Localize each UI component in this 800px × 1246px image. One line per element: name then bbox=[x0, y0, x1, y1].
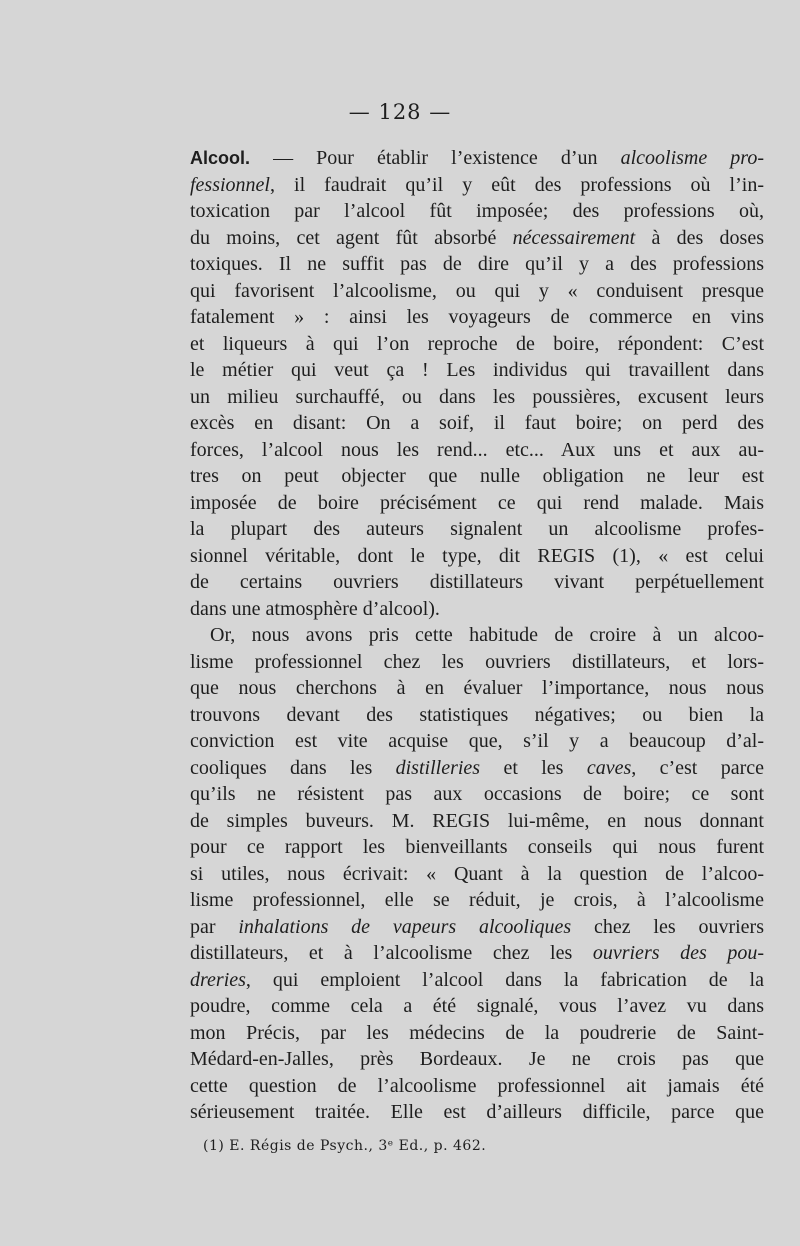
lead-word: Alcool. bbox=[190, 148, 251, 168]
text-span: distillateurs, et à l’alcoolisme chez les bbox=[190, 942, 593, 964]
text-line bbox=[190, 463, 764, 490]
text-span: sionnel véritable, dont le type, dit REGIS (1), « est celui bbox=[190, 544, 764, 567]
text-line bbox=[190, 304, 764, 331]
text-span: chez les ouvriers bbox=[571, 915, 764, 938]
text-line bbox=[190, 1020, 764, 1047]
text-span: si utiles, nous écrivait: « Quant à la question de l’alcoo- bbox=[190, 862, 764, 885]
text-span: Or, nous avons pris cette habitude de croire à un alcoo- bbox=[210, 624, 764, 646]
text-span: le métier qui veut ça ! Les individus qui travaillent dans bbox=[190, 359, 764, 381]
text-span: par bbox=[190, 915, 239, 938]
text-line bbox=[190, 781, 764, 808]
body-text bbox=[190, 145, 764, 1126]
text-span: et les bbox=[480, 756, 587, 779]
text-span: mon Précis, par les médecins de la poudrerie de Saint- bbox=[190, 1021, 764, 1044]
text-line bbox=[190, 198, 764, 225]
text-span: dreries bbox=[190, 968, 246, 991]
text-line bbox=[190, 437, 764, 464]
text-span: dans une atmosphère d’alcool). bbox=[190, 597, 440, 620]
text-span: qui favorisent l’alcoolisme, ou qui y « conduisent presque bbox=[190, 279, 764, 302]
text-line bbox=[190, 596, 764, 623]
text-line bbox=[190, 622, 764, 649]
text-line bbox=[190, 278, 764, 305]
text-span: — Pour établir l’existence d’un bbox=[250, 147, 621, 169]
text-span: , c’est parce bbox=[631, 756, 765, 779]
text-line bbox=[190, 1046, 764, 1073]
text-span: cooliques dans les bbox=[190, 756, 396, 779]
text-line bbox=[190, 702, 764, 729]
text-line bbox=[190, 728, 764, 755]
text-line bbox=[190, 967, 764, 994]
text-line bbox=[190, 410, 764, 437]
footnote: (1) E. Régis de Psych., 3ᵉ Ed., p. 462. bbox=[203, 1138, 487, 1154]
text-span: pour ce rapport les bienveillants conseils qui nous furent bbox=[190, 836, 764, 858]
text-line bbox=[190, 357, 764, 384]
text-line bbox=[190, 331, 764, 358]
text-span: du moins, cet agent fût absorbé bbox=[190, 226, 513, 249]
text-span: tres on peut objecter que nulle obligation ne leur est bbox=[190, 465, 764, 487]
text-span: à des doses bbox=[635, 226, 764, 249]
text-span: distilleries bbox=[395, 756, 481, 779]
text-span: que nous cherchons à en évaluer l’importance, nous nous bbox=[190, 677, 764, 699]
text-span: nécessairement bbox=[512, 226, 636, 249]
text-line bbox=[190, 384, 764, 411]
text-span: fatalement » : ainsi les voyageurs de commerce en vins bbox=[190, 306, 764, 328]
text-span: Médard-en-Jalles, près Bordeaux. Je ne crois pas que bbox=[190, 1048, 764, 1070]
text-span: forces, l’alcool nous les rend... etc... Aux uns et aux au- bbox=[190, 438, 764, 461]
text-span: conviction est vite acquise que, s’il y a beaucoup d’al- bbox=[190, 730, 764, 752]
text-span: qu’ils ne résistent pas aux occasions de boire; ce sont bbox=[190, 783, 764, 805]
text-span: alcoolisme pro- bbox=[620, 147, 764, 169]
text-line bbox=[190, 543, 764, 570]
text-span: sérieusement traitée. Elle est d’ailleurs difficile, parce que bbox=[190, 1101, 764, 1123]
text-span: lisme professionnel, elle se réduit, je crois, à l’alcoolisme bbox=[190, 889, 764, 911]
text-line bbox=[190, 569, 764, 596]
text-span: et liqueurs à qui l’on reproche de boire, répondent: C’est bbox=[190, 332, 764, 355]
text-span: , qui emploient l’alcool dans la fabrication de la bbox=[245, 968, 764, 991]
text-span: caves bbox=[586, 756, 632, 779]
text-line bbox=[190, 914, 764, 941]
text-span: de simples buveurs. M. REGIS lui-même, en nous donnant bbox=[190, 809, 764, 832]
text-span: imposée de boire précisément ce qui rend malade. Mais bbox=[190, 491, 764, 514]
text-span: ouvriers des pou- bbox=[592, 942, 764, 964]
text-span: trouvons devant des statistiques négatives; ou bien la bbox=[190, 703, 764, 726]
text-line bbox=[190, 861, 764, 888]
text-span: lisme professionnel chez les ouvriers distillateurs, et lors- bbox=[190, 650, 764, 673]
text-span: inhalations de vapeurs alcooliques bbox=[238, 915, 572, 938]
text-span: la plupart des auteurs signalent un alcoolisme profes- bbox=[190, 518, 764, 540]
text-line bbox=[190, 145, 764, 172]
text-span: de certains ouvriers distillateurs vivant perpétuellement bbox=[190, 571, 764, 593]
text-line bbox=[190, 251, 764, 278]
text-line bbox=[190, 172, 764, 199]
text-line bbox=[190, 649, 764, 676]
text-line bbox=[190, 808, 764, 835]
text-line bbox=[190, 516, 764, 543]
text-line bbox=[190, 675, 764, 702]
text-line bbox=[190, 490, 764, 517]
text-line bbox=[190, 755, 764, 782]
text-span: cette question de l’alcoolisme professionnel ait jamais été bbox=[190, 1074, 764, 1097]
text-span: , il faudrait qu’il y eût des professions où l’in- bbox=[270, 173, 764, 196]
text-span: un milieu surchauffé, ou dans les poussières, excusent leurs bbox=[190, 385, 764, 408]
text-span: excès en disant: On a soif, il faut boire; on perd des bbox=[190, 412, 764, 434]
text-line bbox=[190, 887, 764, 914]
text-line bbox=[190, 1099, 764, 1126]
text-span: toxiques. Il ne suffit pas de dire qu’il y a des professions bbox=[190, 253, 764, 275]
text-span: poudre, comme cela a été signalé, vous l’avez vu dans bbox=[190, 995, 764, 1017]
text-span: toxication par l’alcool fût imposée; des professions où, bbox=[190, 200, 764, 222]
text-line bbox=[190, 834, 764, 861]
text-line bbox=[190, 993, 764, 1020]
page-number: — 128 — bbox=[348, 100, 452, 124]
text-line bbox=[190, 1073, 764, 1100]
text-span: fessionnel bbox=[190, 173, 270, 196]
text-line bbox=[190, 225, 764, 252]
text-line bbox=[190, 940, 764, 967]
